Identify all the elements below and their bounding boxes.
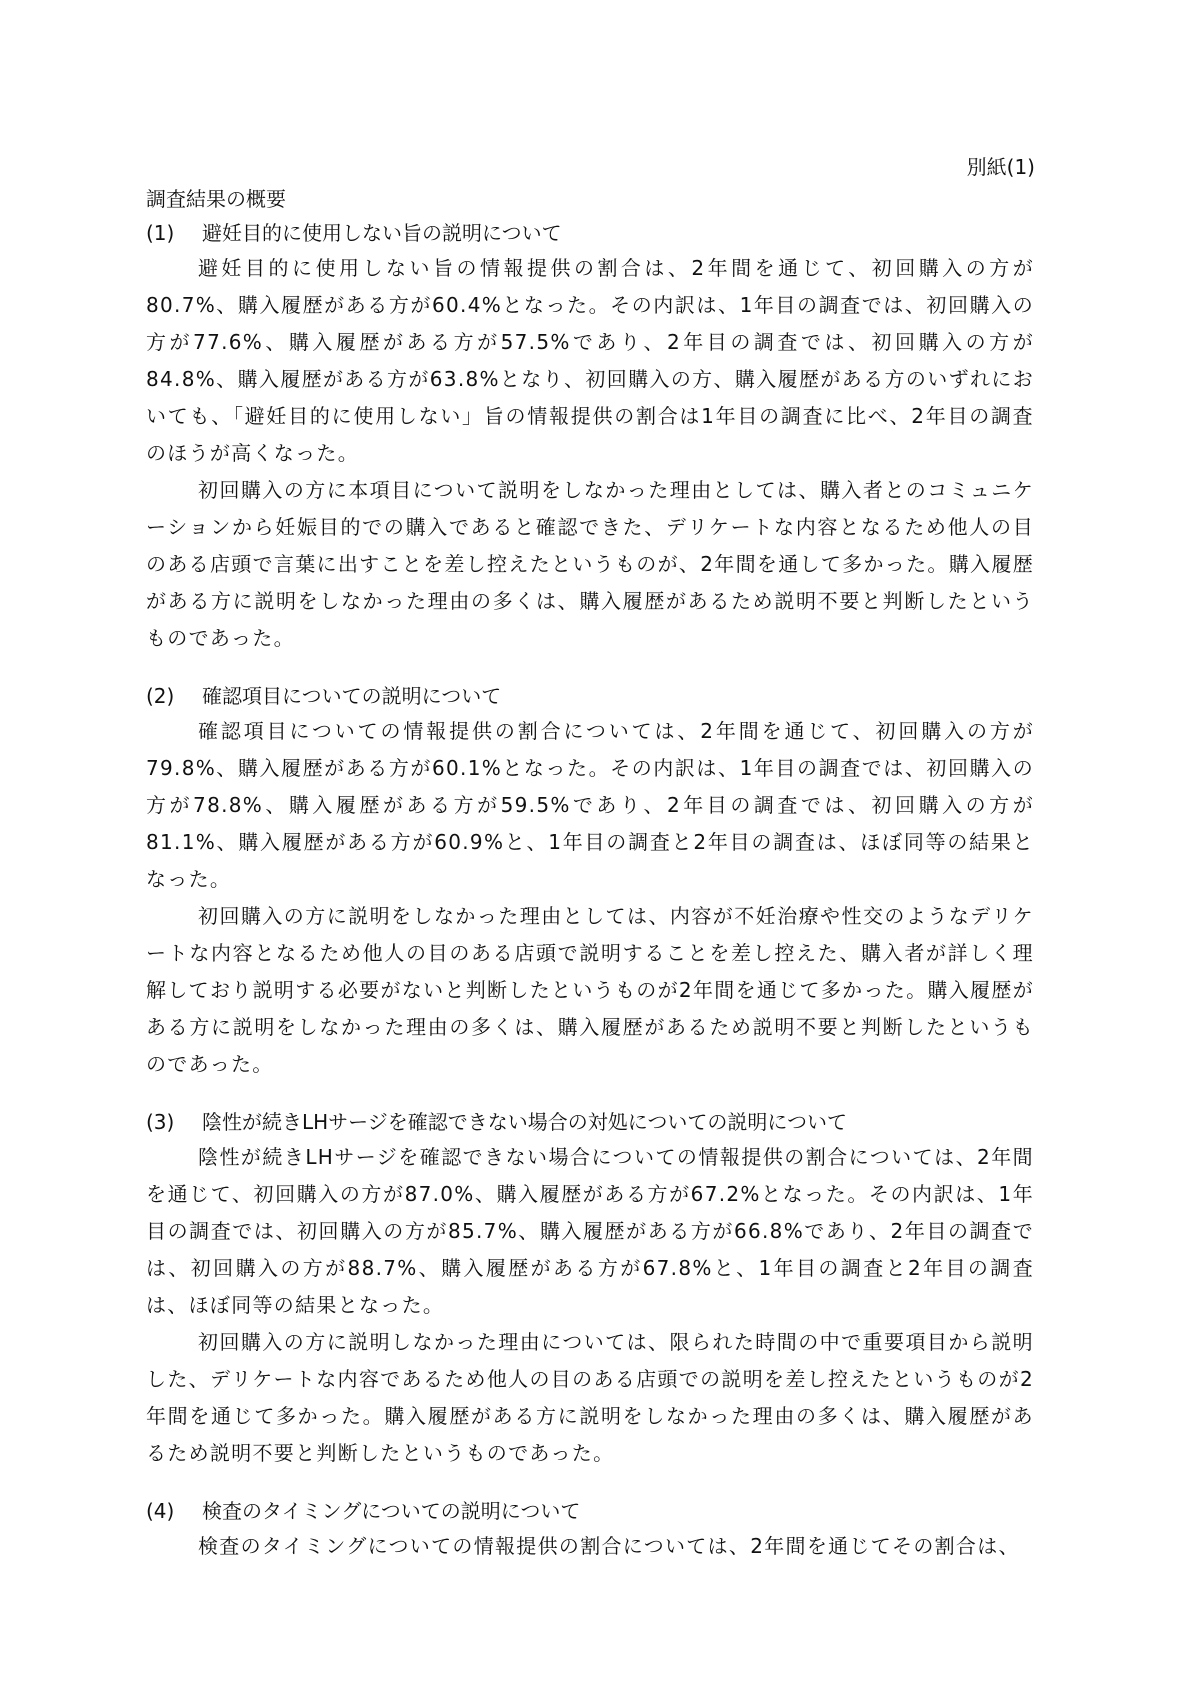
section-number: (3) bbox=[146, 1110, 175, 1134]
section-heading bbox=[146, 1105, 1034, 1139]
paragraph: 初回購入の方に本項目について説明をしなかった理由としては、購入者とのコミュニケーションから妊娠目的での購入であると確認できた、デリケートな内容となるため他人の目のある店頭で言葉に出すことを差し控えたというものが、2年間を通して多かった。購入履歴がある方に説明をしなかった理由の多くは、購入履歴があるため説明不要と判断したというものであった。 bbox=[146, 478, 1034, 650]
paragraph: 初回購入の方に説明をしなかった理由としては、内容が不妊治療や性交のようなデリケートな内容となるため他人の目のある店頭で説明することを差し控えた、購入者が詳しく理解しており説明する必要がないと判断したというものが2年間を通じて多かった。購入履歴がある方に説明をしなかった理由の多くは、購入履歴があるため説明不要と判断したというものであった。 bbox=[146, 904, 1034, 1076]
section-4 bbox=[146, 1494, 1034, 1565]
paragraph: 陰性が続きLHサージを確認できない場合についての情報提供の割合については、2年間を通じて、初回購入の方が87.0%、購入履歴がある方が67.2%となった。その内訳は、1年目の調査では、初回購入の方が85.7%、購入履歴がある方が66.8%であり、2年目の調査では、初回購入の方が88.7%、購入履歴がある方が67.8%と、1年目の調査と2年目の調査は、ほぼ同等の結果となった。 bbox=[146, 1145, 1034, 1317]
attachment-label: 別紙(1) bbox=[966, 155, 1035, 179]
section-heading-text: 陰性が続きLHサージを確認できない場合の対処についての説明について bbox=[202, 1110, 847, 1134]
paragraph: 避妊目的に使用しない旨の情報提供の割合は、2年間を通じて、初回購入の方が80.7%、購入履歴がある方が60.4%となった。その内訳は、1年目の調査では、初回購入の方が77.6%、購入履歴がある方が57.5%であり、2年目の調査では、初回購入の方が84.8%、購入履歴がある方が63.8%となり、初回購入の方、購入履歴がある方のいずれにおいても、「避妊目的に使用しない」旨の情報提供の割合は1年目の調査に比べ、2年目の調査のほうが高くなった。 bbox=[146, 256, 1034, 465]
paragraph: 初回購入の方に説明しなかった理由については、限られた時間の中で重要項目から説明した、デリケートな内容であるため他人の目のある店頭での説明を差し控えたというものが2年間を通じて多かった。購入履歴がある方に説明をしなかった理由の多くは、購入履歴があるため説明不要と判断したというものであった。 bbox=[146, 1330, 1034, 1465]
section-number: (4) bbox=[146, 1499, 175, 1523]
section-heading-text: 確認項目についての説明について bbox=[202, 684, 502, 708]
paragraph: 確認項目についての情報提供の割合については、2年間を通じて、初回購入の方が79.8%、購入履歴がある方が60.1%となった。その内訳は、1年目の調査では、初回購入の方が78.8%、購入履歴がある方が59.5%であり、2年目の調査では、初回購入の方が81.1%、購入履歴がある方が60.9%と、1年目の調査と2年目の調査は、ほぼ同等の結果となった。 bbox=[146, 719, 1034, 891]
document-body bbox=[146, 182, 1034, 1587]
section-heading bbox=[146, 679, 1034, 713]
document-title: 調査結果の概要 bbox=[146, 187, 286, 211]
section-3 bbox=[146, 1105, 1034, 1472]
section-1 bbox=[146, 216, 1034, 657]
section-heading-text: 検査のタイミングについての説明について bbox=[202, 1499, 581, 1523]
section-2 bbox=[146, 679, 1034, 1083]
section-number: (2) bbox=[146, 684, 175, 708]
paragraph: 検査のタイミングについての情報提供の割合については、2年間を通じてその割合は、 bbox=[198, 1534, 1020, 1558]
section-heading-text: 避妊目的に使用しない旨の説明について bbox=[202, 221, 562, 245]
section-number: (1) bbox=[146, 221, 175, 245]
section-heading bbox=[146, 216, 1034, 250]
section-heading bbox=[146, 1494, 1034, 1528]
